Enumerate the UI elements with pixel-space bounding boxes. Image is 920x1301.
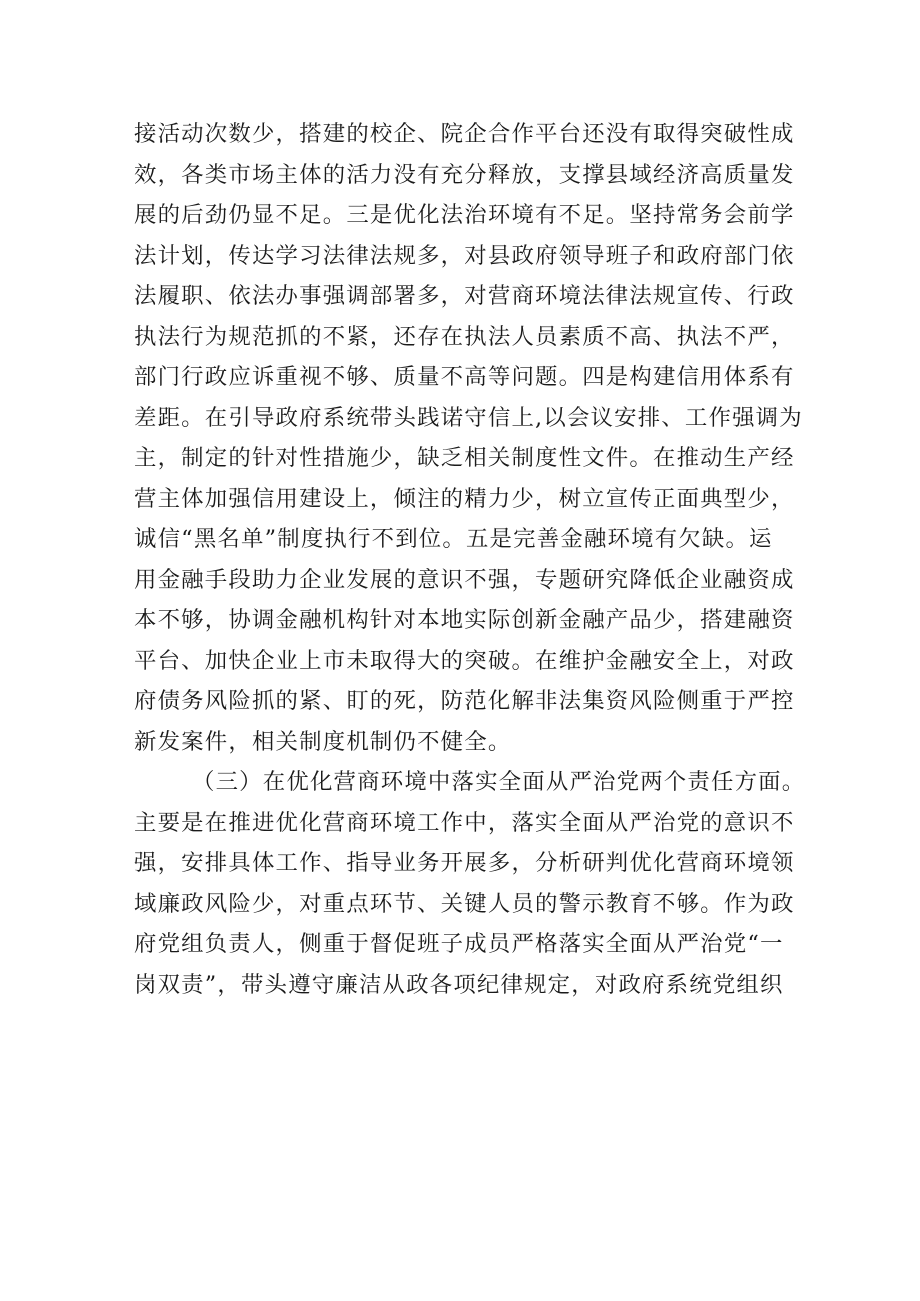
text-line: 展的后劲仍显不足。三是优化法治环境有不足。坚持常务会前学	[134, 202, 795, 228]
text-line: 执法行为规范抓的不紧，还存在执法人员素质不高、执法不严，	[134, 323, 795, 350]
text-line: 用金融手段助力企业发展的意识不强，专题研究降低企业融资成	[134, 566, 795, 593]
text-line: 府债务风险抓的紧、盯的死，防范化解非法集资风险侧重于严控	[134, 688, 795, 714]
section-heading-line: （三）在优化营商环境中落实全面从严治党两个责任方面。	[192, 769, 806, 795]
text-line: 平台、加快企业上市未取得大的突破。在维护金融安全上，对政	[134, 647, 795, 674]
text-line: 效，各类市场主体的活力没有充分释放，支撑县域经济高质量发	[134, 161, 795, 188]
text-line: 本不够，协调金融机构针对本地实际创新金融产品少，搭建融资	[134, 607, 795, 633]
text-line: 域廉政风险少，对重点环节、关键人员的警示教育不够。作为政	[134, 890, 795, 917]
text-line: 新发案件，相关制度机制仍不健全。	[134, 728, 512, 755]
text-line: 法履职、依法办事强调部署多，对营商环境法律法规宣传、行政	[134, 283, 795, 309]
text-line: 诚信“黑名单”制度执行不到位。五是完善金融环境有欠缺。运	[134, 526, 773, 552]
text-line: 主，制定的针对性措施少，缺乏相关制度性文件。在推动生产经	[134, 445, 795, 471]
text-line: 部门行政应诉重视不够、质量不高等问题。四是构建信用体系有	[134, 364, 795, 390]
body-text	[134, 114, 806, 1005]
text-line: 接活动次数少，搭建的校企、院企合作平台还没有取得突破性成	[134, 121, 795, 147]
text-line: 营主体加强信用建设上，倾注的精力少，树立宣传正面典型少，	[134, 485, 795, 512]
text-line: 法计划，传达学习法律法规多，对县政府领导班子和政府部门依	[134, 242, 795, 269]
text-line: 差距。在引导政府系统带头践诺守信上,以会议安排、工作强调为	[134, 404, 803, 431]
text-line: 主要是在推进优化营商环境工作中，落实全面从严治党的意识不	[134, 809, 795, 836]
text-line: 强，安排具体工作、指导业务开展多，分析研判优化营商环境领	[134, 850, 795, 876]
text-line: 府党组负责人，侧重于督促班子成员严格落实全面从严治党“一	[134, 931, 784, 957]
text-line: 岗双责”，带头遵守廉洁从政各项纪律规定，对政府系统党组织	[134, 971, 784, 998]
